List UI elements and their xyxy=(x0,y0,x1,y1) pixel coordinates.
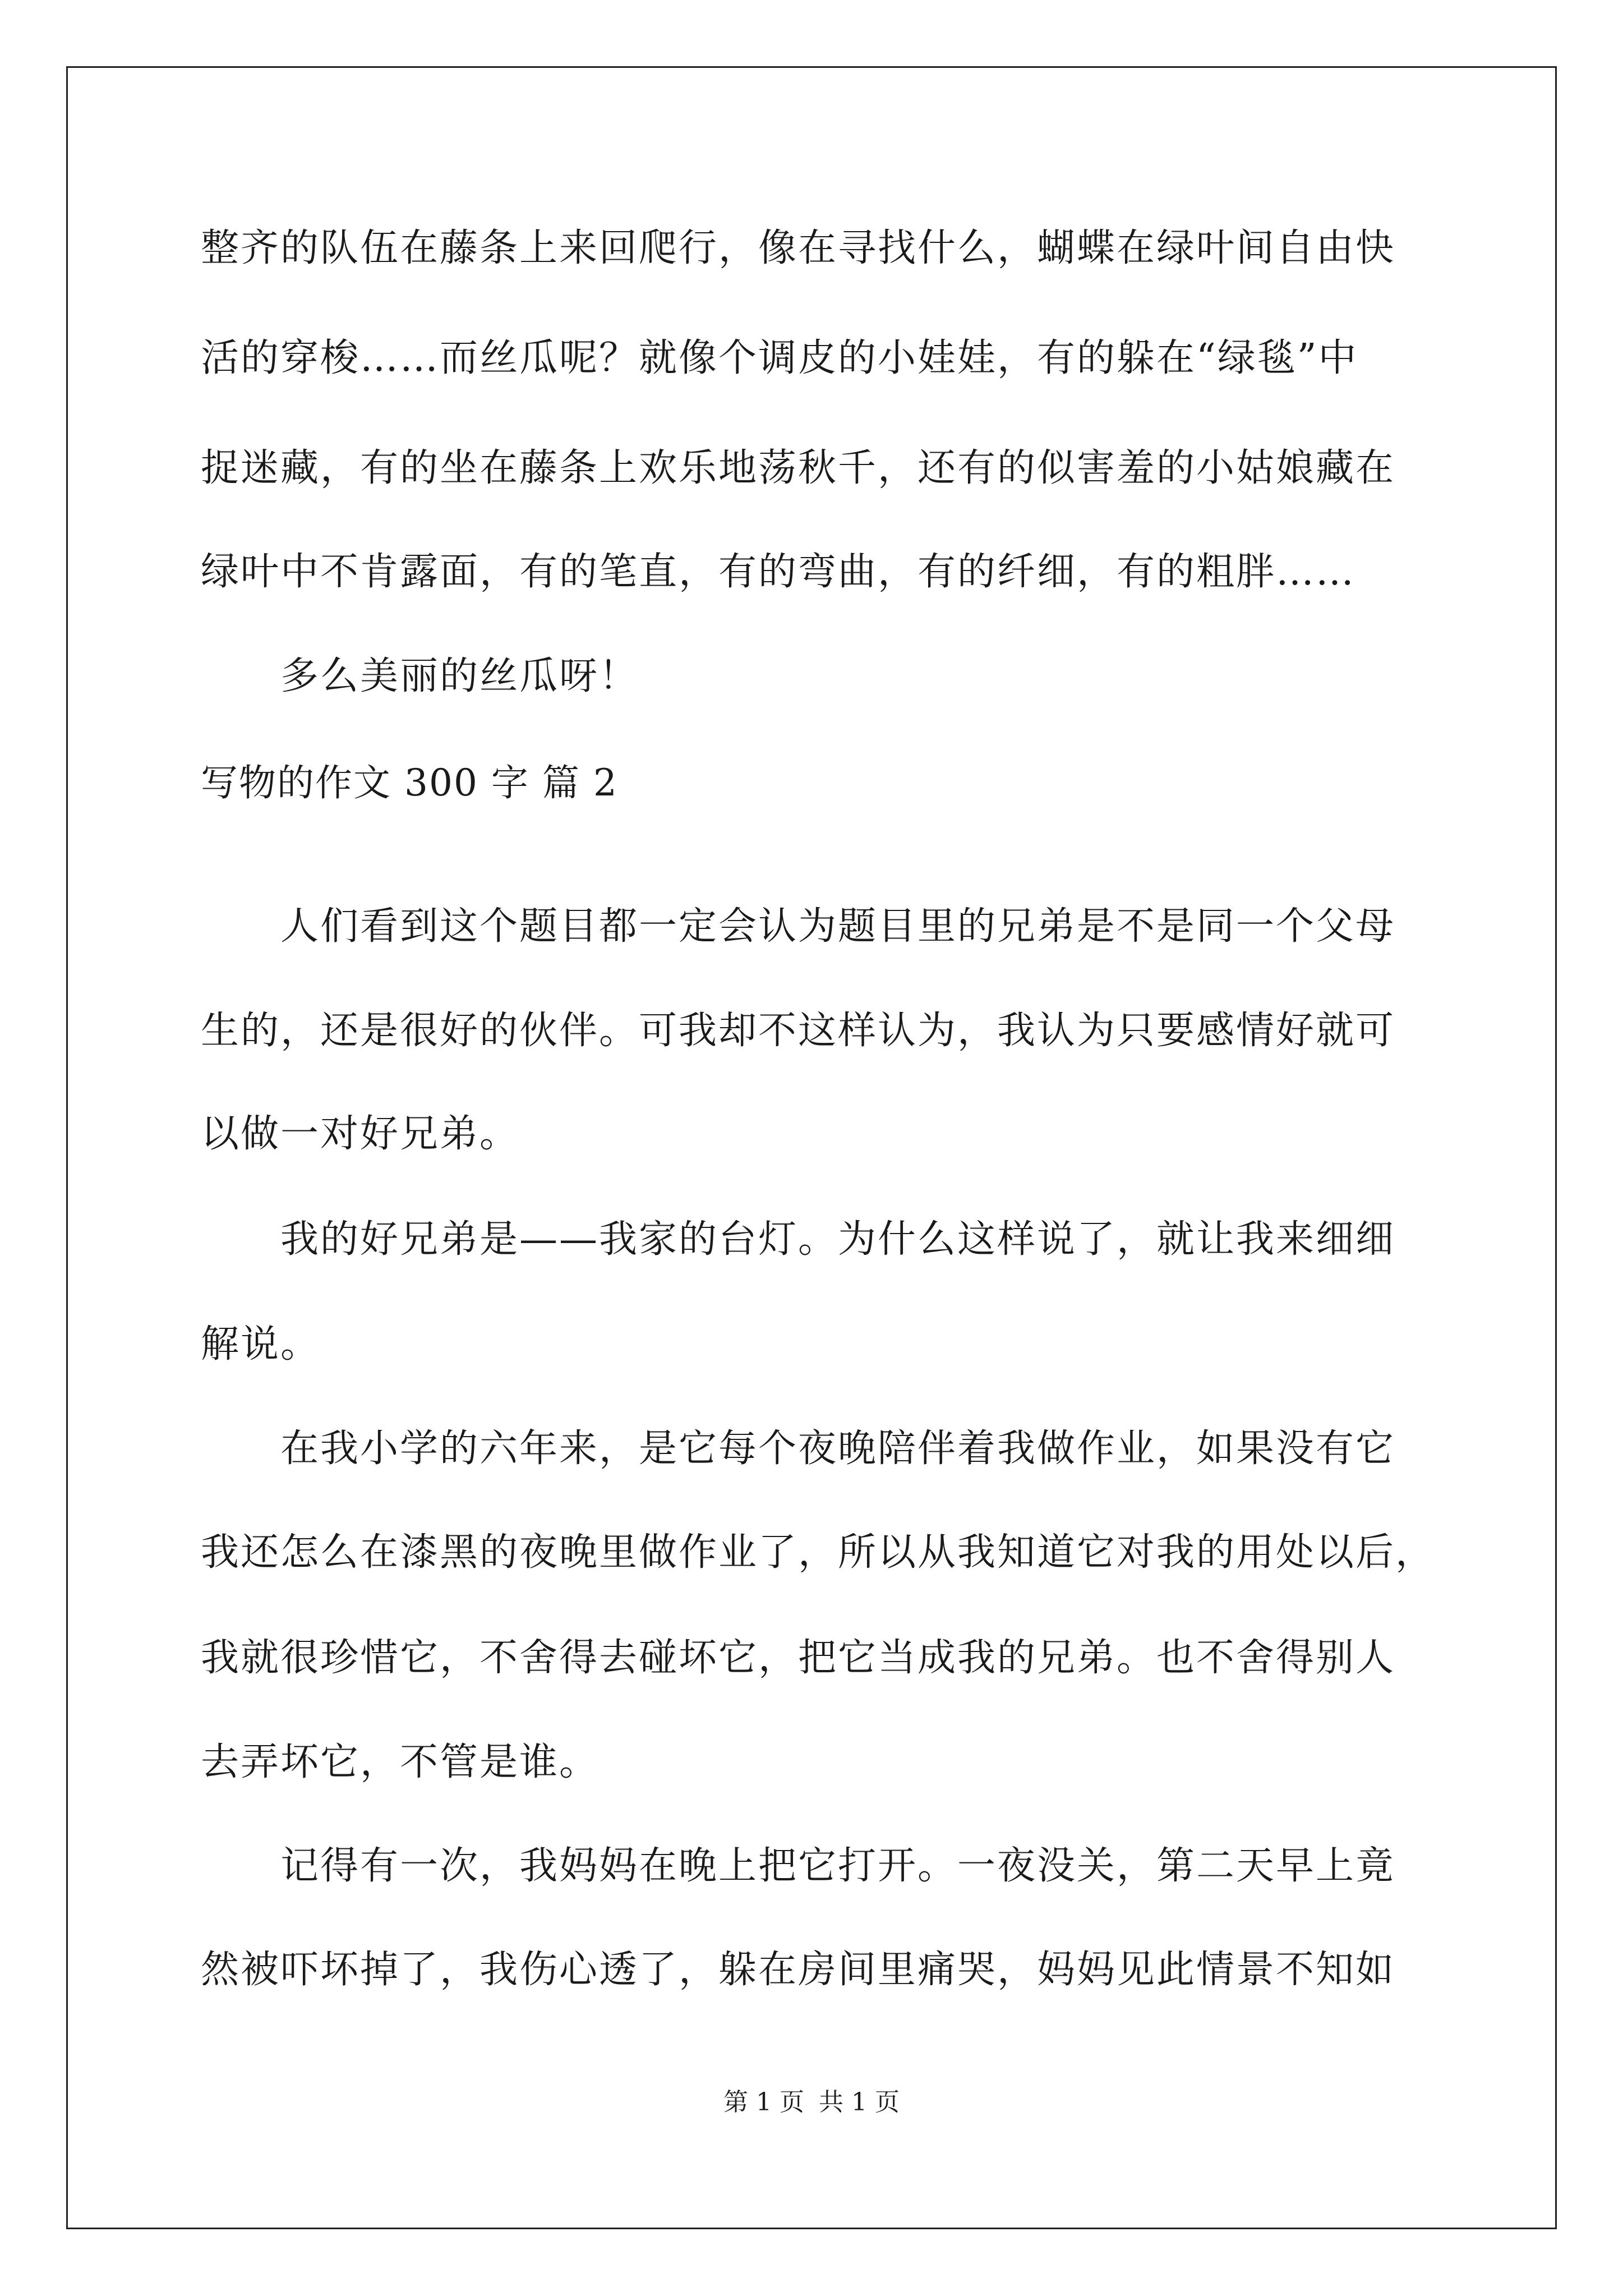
page-total: 共 1 页 xyxy=(819,2088,900,2116)
page-footer xyxy=(0,2086,1623,2119)
text-line: 捉迷藏，有的坐在藤条上欢乐地荡秋千，还有的似害羞的小姑娘藏在 xyxy=(201,446,1396,490)
text-line: 整齐的队伍在藤条上来回爬行，像在寻找什么，蝴蝶在绿叶间自由快 xyxy=(201,226,1396,270)
text-line: 解说。 xyxy=(201,1322,321,1366)
text-line: 绿叶中不肯露面，有的笔直，有的弯曲，有的纤细，有的粗胖…… xyxy=(201,550,1356,594)
text-line: 我就很珍惜它，不舍得去碰坏它，把它当成我的兄弟。也不舍得别人 xyxy=(201,1636,1396,1680)
text-line: 去弄坏它，不管是谁。 xyxy=(201,1740,600,1784)
text-line: 活的穿梭……而丝瓜呢？就像个调皮的小娃娃，有的躲在“绿毯”中 xyxy=(201,336,1358,380)
text-line: 生的，还是很好的伙伴。可我却不这样认为，我认为只要感情好就可 xyxy=(201,1009,1396,1053)
text-line: 多么美丽的丝瓜呀！ xyxy=(280,654,639,698)
page-number: 第 1 页 xyxy=(723,2088,804,2116)
text-line: 人们看到这个题目都一定会认为题目里的兄弟是不是同一个父母 xyxy=(280,904,1396,949)
text-line: 我还怎么在漆黑的夜晚里做作业了，所以从我知道它对我的用处以后， xyxy=(201,1530,1436,1575)
text-line: 在我小学的六年来，是它每个夜晚陪伴着我做作业，如果没有它 xyxy=(280,1427,1396,1471)
text-line: 以做一对好兄弟。 xyxy=(201,1112,520,1156)
text-line: 记得有一次，我妈妈在晚上把它打开。一夜没关，第二天早上竟 xyxy=(280,1844,1396,1888)
text-line: 然被吓坏掉了，我伤心透了，躲在房间里痛哭，妈妈见此情景不知如 xyxy=(201,1948,1396,1992)
section-heading: 写物的作文 300 字 篇 2 xyxy=(201,761,618,804)
text-line: 我的好兄弟是——我家的台灯。为什么这样说了，就让我来细细 xyxy=(280,1217,1396,1262)
